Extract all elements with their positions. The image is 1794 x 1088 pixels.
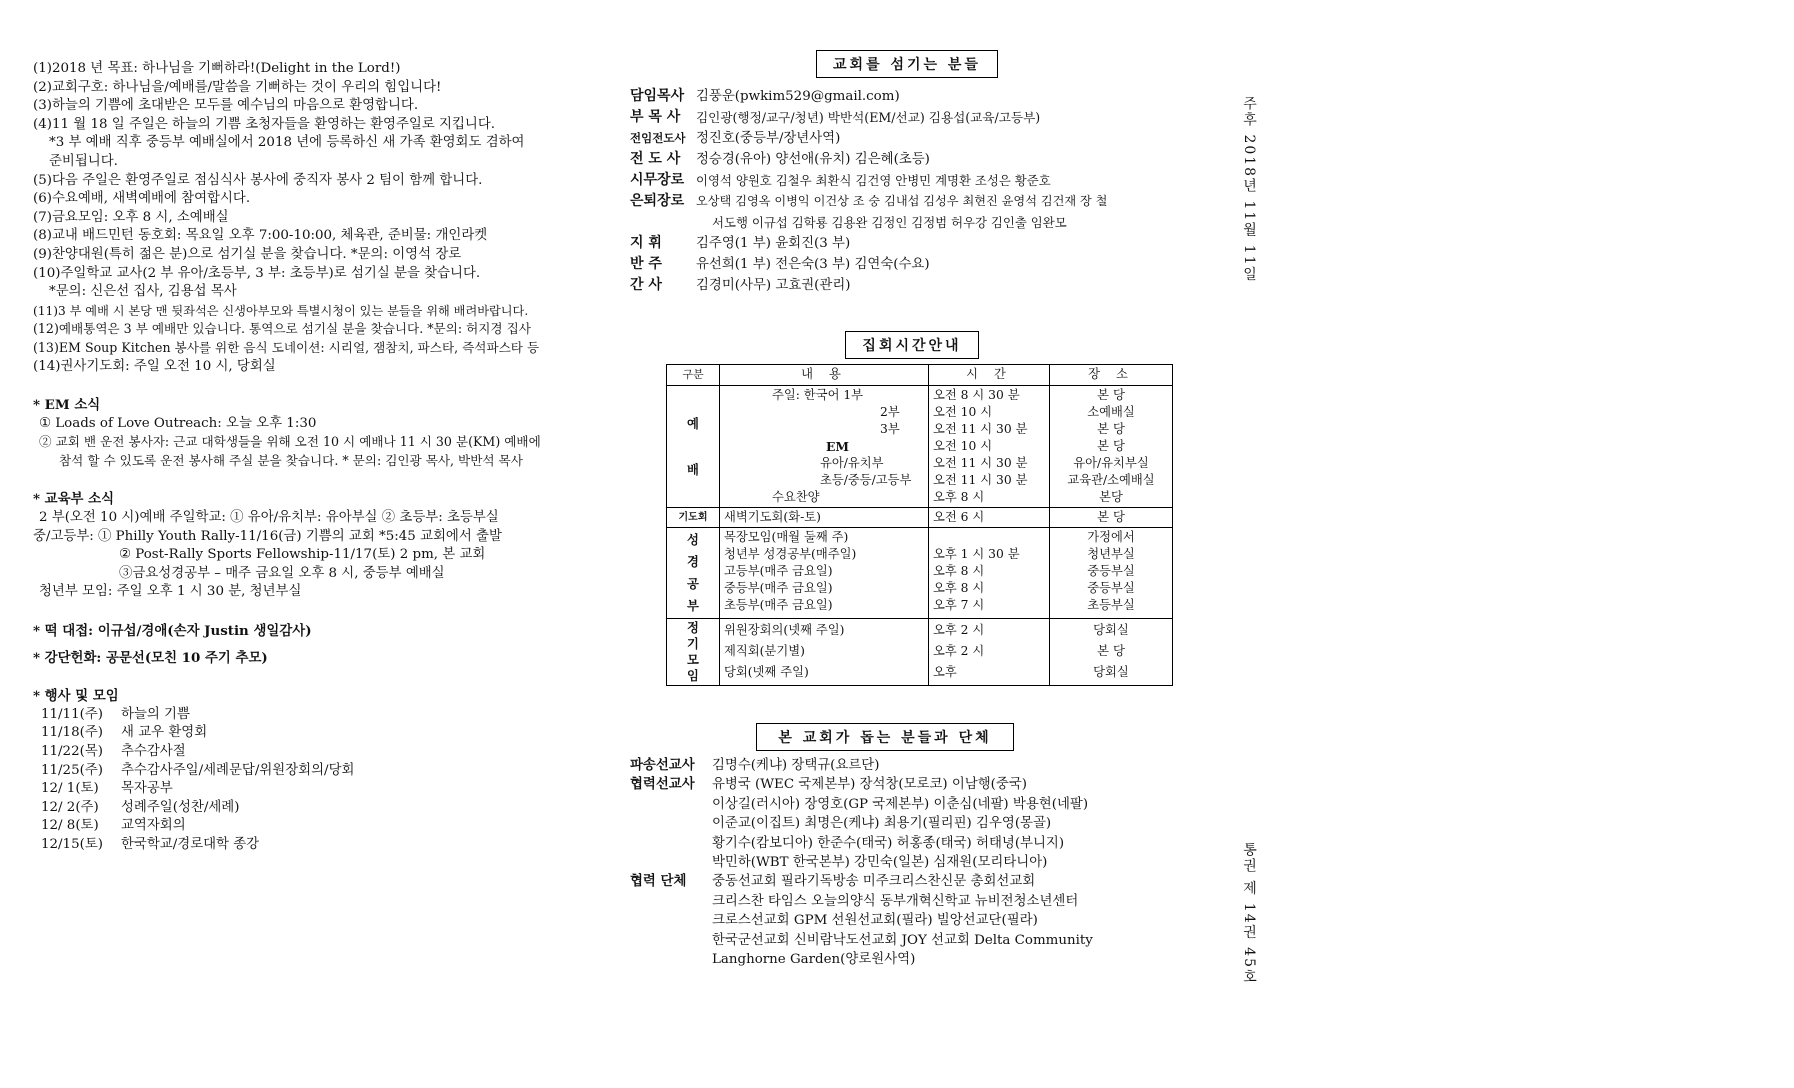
staff-names: 정진호(중등부/장년사역): [696, 131, 841, 146]
events-section: [33, 687, 603, 854]
worship-places: 본 당 소예배실 본 당 본 당 유아/유치부실 교육관/소예배실 본당: [1050, 386, 1173, 508]
category-prayer: 기도회: [667, 508, 720, 528]
staff-row: [630, 128, 1190, 149]
staff-names: 김경미(사무) 고효권(관리): [696, 278, 851, 293]
staff-role: 은퇴장로: [630, 193, 685, 209]
event-date: 11/25(주): [41, 762, 103, 778]
missions-role: 협력 단체: [630, 873, 687, 890]
missions-names: 이상길(러시아) 장영호(GP 국제본부) 이춘심(네팔) 박용현(네팔): [712, 796, 1089, 812]
staff-role: 전임전도사: [630, 131, 686, 145]
header-time: 시 간: [929, 365, 1050, 386]
event-desc: 한국학교/경로대학 종강: [121, 836, 260, 852]
event-desc: 하늘의 기쁨: [121, 706, 190, 722]
staff-row: [630, 191, 1190, 212]
announcement-item: (6)수요예배, 새벽예배에 참여합시다.: [33, 191, 251, 207]
category-regular-meeting: 정 기 모 임: [667, 619, 720, 686]
missions-row: [630, 756, 1190, 775]
events-heading: * 행사 및 모임: [33, 688, 119, 705]
event-item: [33, 836, 603, 855]
schedule-header-row: [667, 365, 1173, 386]
staff-row: [630, 275, 1190, 296]
event-desc: 추수감사절: [121, 744, 186, 759]
announcement-item: (13)EM Soup Kitchen 봉사를 위한 음식 도네이션: 시리얼, 잼참치, 파스타, 즉석파스타 등: [33, 339, 540, 355]
announcement-item: (2)교회구호: 하나님을/예배를/말씀을 기뻐하는 것이 우리의 힘입니다!: [33, 79, 442, 95]
missions-row: [630, 872, 1190, 891]
staff-names: 정승경(유아) 양선애(유치) 김은혜(초등): [696, 152, 930, 167]
prayer-time: 오전 6 시: [929, 508, 1050, 528]
staff-role: 시무장로: [630, 172, 685, 188]
event-item: [33, 780, 603, 799]
announcement-list: [33, 60, 603, 376]
event-item: [33, 743, 603, 762]
bulletin-date: 주후 2018년 11월 11일: [1241, 96, 1257, 283]
em-item: ② 교회 밴 운전 봉사자: 근교 대학생들을 위해 오전 10 시 예배나 11 시 30 분(KM) 예배에: [39, 434, 541, 450]
missions-names: 중동선교회 필라기독방송 미주크리스찬신문 총회선교회: [712, 874, 1036, 890]
prayer-place: 본 당: [1050, 508, 1173, 528]
announcement-item: *문의: 신은선 집사, 김용섭 목사: [49, 284, 237, 300]
edu-item: ③금요성경공부 – 매주 금요일 오후 8 시, 중등부 예배실: [119, 565, 445, 581]
announcement-item: (9)찬양대원(특히 젊은 분)으로 섬기실 분을 찾습니다. *문의: 이영석 장로: [33, 246, 462, 262]
event-item: [33, 817, 603, 836]
bible-names: 목장모임(매월 둘째 주) 청년부 성경공부(매주일) 고등부(매주 금요일) 중등부(매주 금요일) 초등부(매주 금요일): [720, 528, 929, 619]
em-heading: * EM 소식: [33, 397, 101, 414]
announcement-item: (5)다음 주일은 환영주일로 점심식사 봉사에 중직자 봉사 2 팀이 함께 합니다.: [33, 172, 483, 188]
staff-row: [630, 254, 1190, 275]
announcement-item: (10)주일학교 교사(2 부 유아/초등부, 3 부: 초등부)로 섬기실 분을 찾습니다.: [33, 265, 481, 281]
worship-times: 오전 8 시 30 분 오전 10 시 오전 11 시 30 분 오전 10 시 오전 11 시 30 분 오전 11 시 30 분 오후 8 시: [929, 386, 1050, 508]
missions-row: [630, 775, 1190, 794]
staff-names: 김인광(행정/교구/청년) 박반석(EM/선교) 김용섭(교육/고등부): [696, 110, 1041, 125]
event-date: 12/ 2(주): [41, 799, 99, 815]
announcement-item: (8)교내 배드민턴 동호회: 목요일 오후 7:00-10:00, 체육관, 준비물: 개인라켓: [33, 228, 488, 244]
event-item: [33, 706, 603, 725]
category-bible-study: 성 경 공 부: [667, 528, 720, 619]
event-desc: 성례주일(성찬/세례): [121, 799, 240, 815]
schedule-meeting-row: [667, 619, 1173, 686]
staff-names: 이영석 양원호 김철우 최환식 김건영 안병민 계명환 조성은 황준호: [696, 173, 1051, 188]
edu-item: 청년부 모임: 주일 오후 1 시 30 분, 청년부실: [39, 584, 302, 600]
announcement-item: (3)하늘의 기쁨에 초대받은 모두를 예수님의 마음으로 환영합니다.: [33, 98, 419, 114]
staff-title: 교회를 섬기는 분들: [816, 50, 998, 78]
staff-section: [630, 86, 1190, 296]
staff-row: [630, 107, 1190, 128]
staff-row: [630, 86, 1190, 107]
announcement-item: (1)2018 년 목표: 하나님을 기뻐하라!(Delight in the Lord!): [33, 61, 401, 76]
event-desc: 교역자회의: [121, 818, 186, 834]
schedule-table: [666, 364, 1173, 686]
bible-places: 가정에서 청년부실 중등부실 중등부실 초등부실: [1050, 528, 1173, 619]
event-date: 11/11(주): [41, 706, 103, 722]
cake-offering: * 떡 대접: 이규섭/경애(손자 Justin 생일감사): [33, 623, 312, 640]
staff-role: 담임목사: [630, 88, 685, 104]
missions-section: [630, 756, 1190, 969]
meeting-names: 위원장회의(넷째 주일) 제직회(분기별) 당회(넷째 주일): [720, 619, 929, 686]
staff-row: [630, 170, 1190, 191]
staff-role: 부 목 사: [630, 109, 681, 125]
event-date: 11/22(목): [41, 744, 103, 759]
header-category: 구분: [667, 365, 720, 386]
announcement-item: *3 부 예배 직후 중등부 예배실에서 2018 년에 등록하신 새 가족 환영회도 겸하여: [49, 135, 525, 151]
announcement-item: (7)금요모임: 오후 8 시, 소예배실: [33, 209, 229, 225]
event-desc: 목자공부: [121, 781, 173, 797]
announcement-item: (11)3 부 예배 시 본당 맨 뒷좌석은 신생아부모와 특별시청이 있는 분들을 위해 배려바랍니다.: [33, 303, 529, 318]
staff-names: 김주영(1 부) 윤회진(3 부): [696, 236, 851, 251]
staff-role: 지 휘: [630, 235, 662, 251]
event-item: [33, 762, 603, 781]
staff-role: 간 사: [630, 277, 662, 293]
missions-names: 한국군선교회 신비람낙도선교회 JOY 선교회 Delta Community: [712, 932, 1093, 948]
announcements-column: [33, 60, 603, 855]
edu-item: 2 부(오전 10 시)예배 주일학교: ① 유아/유치부: 유아부실 ② 초등부: 초등부실: [39, 510, 499, 526]
meeting-times: 오후 2 시 오후 2 시 오후: [929, 619, 1050, 686]
staff-names: 오상택 김영옥 이병익 이건상 조 숭 김내섭 김성우 최현진 윤영석 김건재 장 철: [696, 194, 1108, 208]
em-item: ① Loads of Love Outreach: 오늘 오후 1:30: [39, 415, 317, 431]
missions-role: 협력선교사: [630, 776, 695, 793]
event-date: 12/ 1(토): [41, 781, 99, 797]
edu-item: 중/고등부: ① Philly Youth Rally-11/16(금) 기쁨의 교회 *5:45 교회에서 출발: [33, 528, 502, 544]
announcement-item: (4)11 월 18 일 주일은 하늘의 기쁨 초청자들을 환영하는 환영주일로 지킵니다.: [33, 116, 496, 132]
edu-heading: * 교육부 소식: [33, 491, 115, 508]
event-desc: 추수감사주일/세례문답/위원장회의/당회: [121, 762, 355, 778]
staff-role: 반 주: [630, 256, 662, 272]
staff-names: 유선희(1 부) 전은숙(3 부) 김연숙(수요): [696, 257, 930, 272]
header-content: 내 용: [720, 365, 929, 386]
category-worship: 예 배: [667, 386, 720, 508]
staff-role: 전 도 사: [630, 151, 681, 167]
missions-names: 크로스선교회 GPM 선원선교회(필라) 빌앙선교단(필라): [712, 913, 1038, 929]
prayer-name: 새벽기도회(화-토): [720, 508, 929, 528]
altar-flowers: * 강단헌화: 공문선(모친 10 주기 추모): [33, 649, 268, 666]
schedule-prayer-row: [667, 508, 1173, 528]
missions-title: 본 교회가 돕는 분들과 단체: [756, 723, 1014, 751]
event-date: 11/18(주): [41, 725, 103, 741]
worship-names: 주일: 한국어 1부 2부 3부 EM 유아/유치부 초등/중등/고등부 수요찬양: [720, 386, 929, 508]
staff-row: [630, 149, 1190, 170]
event-date: 12/ 8(토): [41, 818, 99, 834]
event-desc: 새 교우 환영회: [121, 725, 208, 741]
staff-names: 김풍운(pwkim529@gmail.com): [696, 89, 900, 104]
retired-elders-cont: 서도행 이규섭 김학룡 김용완 김정인 김정범 허우강 김인출 임완모: [712, 215, 1067, 230]
em-item: 참석 할 수 있도록 운전 봉사해 주실 분을 찾습니다. * 문의: 김인광 목사, 박반석 목사: [59, 452, 523, 468]
header-place: 장 소: [1050, 365, 1173, 386]
missions-names: 크리스찬 타임스 오늘의양식 동부개혁신학교 뉴비전청소년센터: [712, 893, 1079, 909]
announcement-item: (12)예배통역은 3 부 예배만 있습니다. 통역으로 섬기실 분을 찾습니다. *문의: 허지경 집사: [33, 321, 531, 337]
event-item: [33, 724, 603, 743]
staff-row: [630, 233, 1190, 254]
schedule-worship-row: [667, 386, 1173, 508]
schedule-title: 집회시간안내: [845, 331, 979, 359]
missions-names: 이준교(이집트) 최명은(케냐) 최용기(필리핀) 김우영(몽골): [712, 816, 1052, 832]
meeting-places: 당회실 본 당 당회실: [1050, 619, 1173, 686]
event-date: 12/15(토): [41, 836, 103, 852]
edu-item: ② Post-Rally Sports Fellowship-11/17(토) 2 pm, 본 교회: [119, 547, 486, 563]
missions-role: 파송선교사: [630, 757, 695, 773]
missions-names: 박민하(WBT 한국본부) 강민숙(일본) 심재원(모리타니아): [712, 855, 1048, 871]
missions-names: 황기수(캄보디아) 한준수(태국) 허홍종(태국) 허태녕(부니지): [712, 835, 1065, 851]
announcement-item: 준비됩니다.: [49, 153, 118, 169]
bible-times: 오후 1 시 30 분 오후 8 시 오후 8 시 오후 7 시: [929, 528, 1050, 619]
bulletin-issue: 통권 제 14권 45호: [1241, 842, 1257, 985]
schedule-bible-row: [667, 528, 1173, 619]
missions-names: 유병국 (WEC 국제본부) 장석창(모로코) 이남행(중국): [712, 777, 1027, 793]
announcement-item: (14)권사기도회: 주일 오전 10 시, 당회실: [33, 358, 276, 374]
missions-names: 김명수(케냐) 장택규(요르단): [712, 758, 880, 773]
missions-names: Langhorne Garden(양로원사역): [712, 952, 916, 968]
event-item: [33, 799, 603, 818]
